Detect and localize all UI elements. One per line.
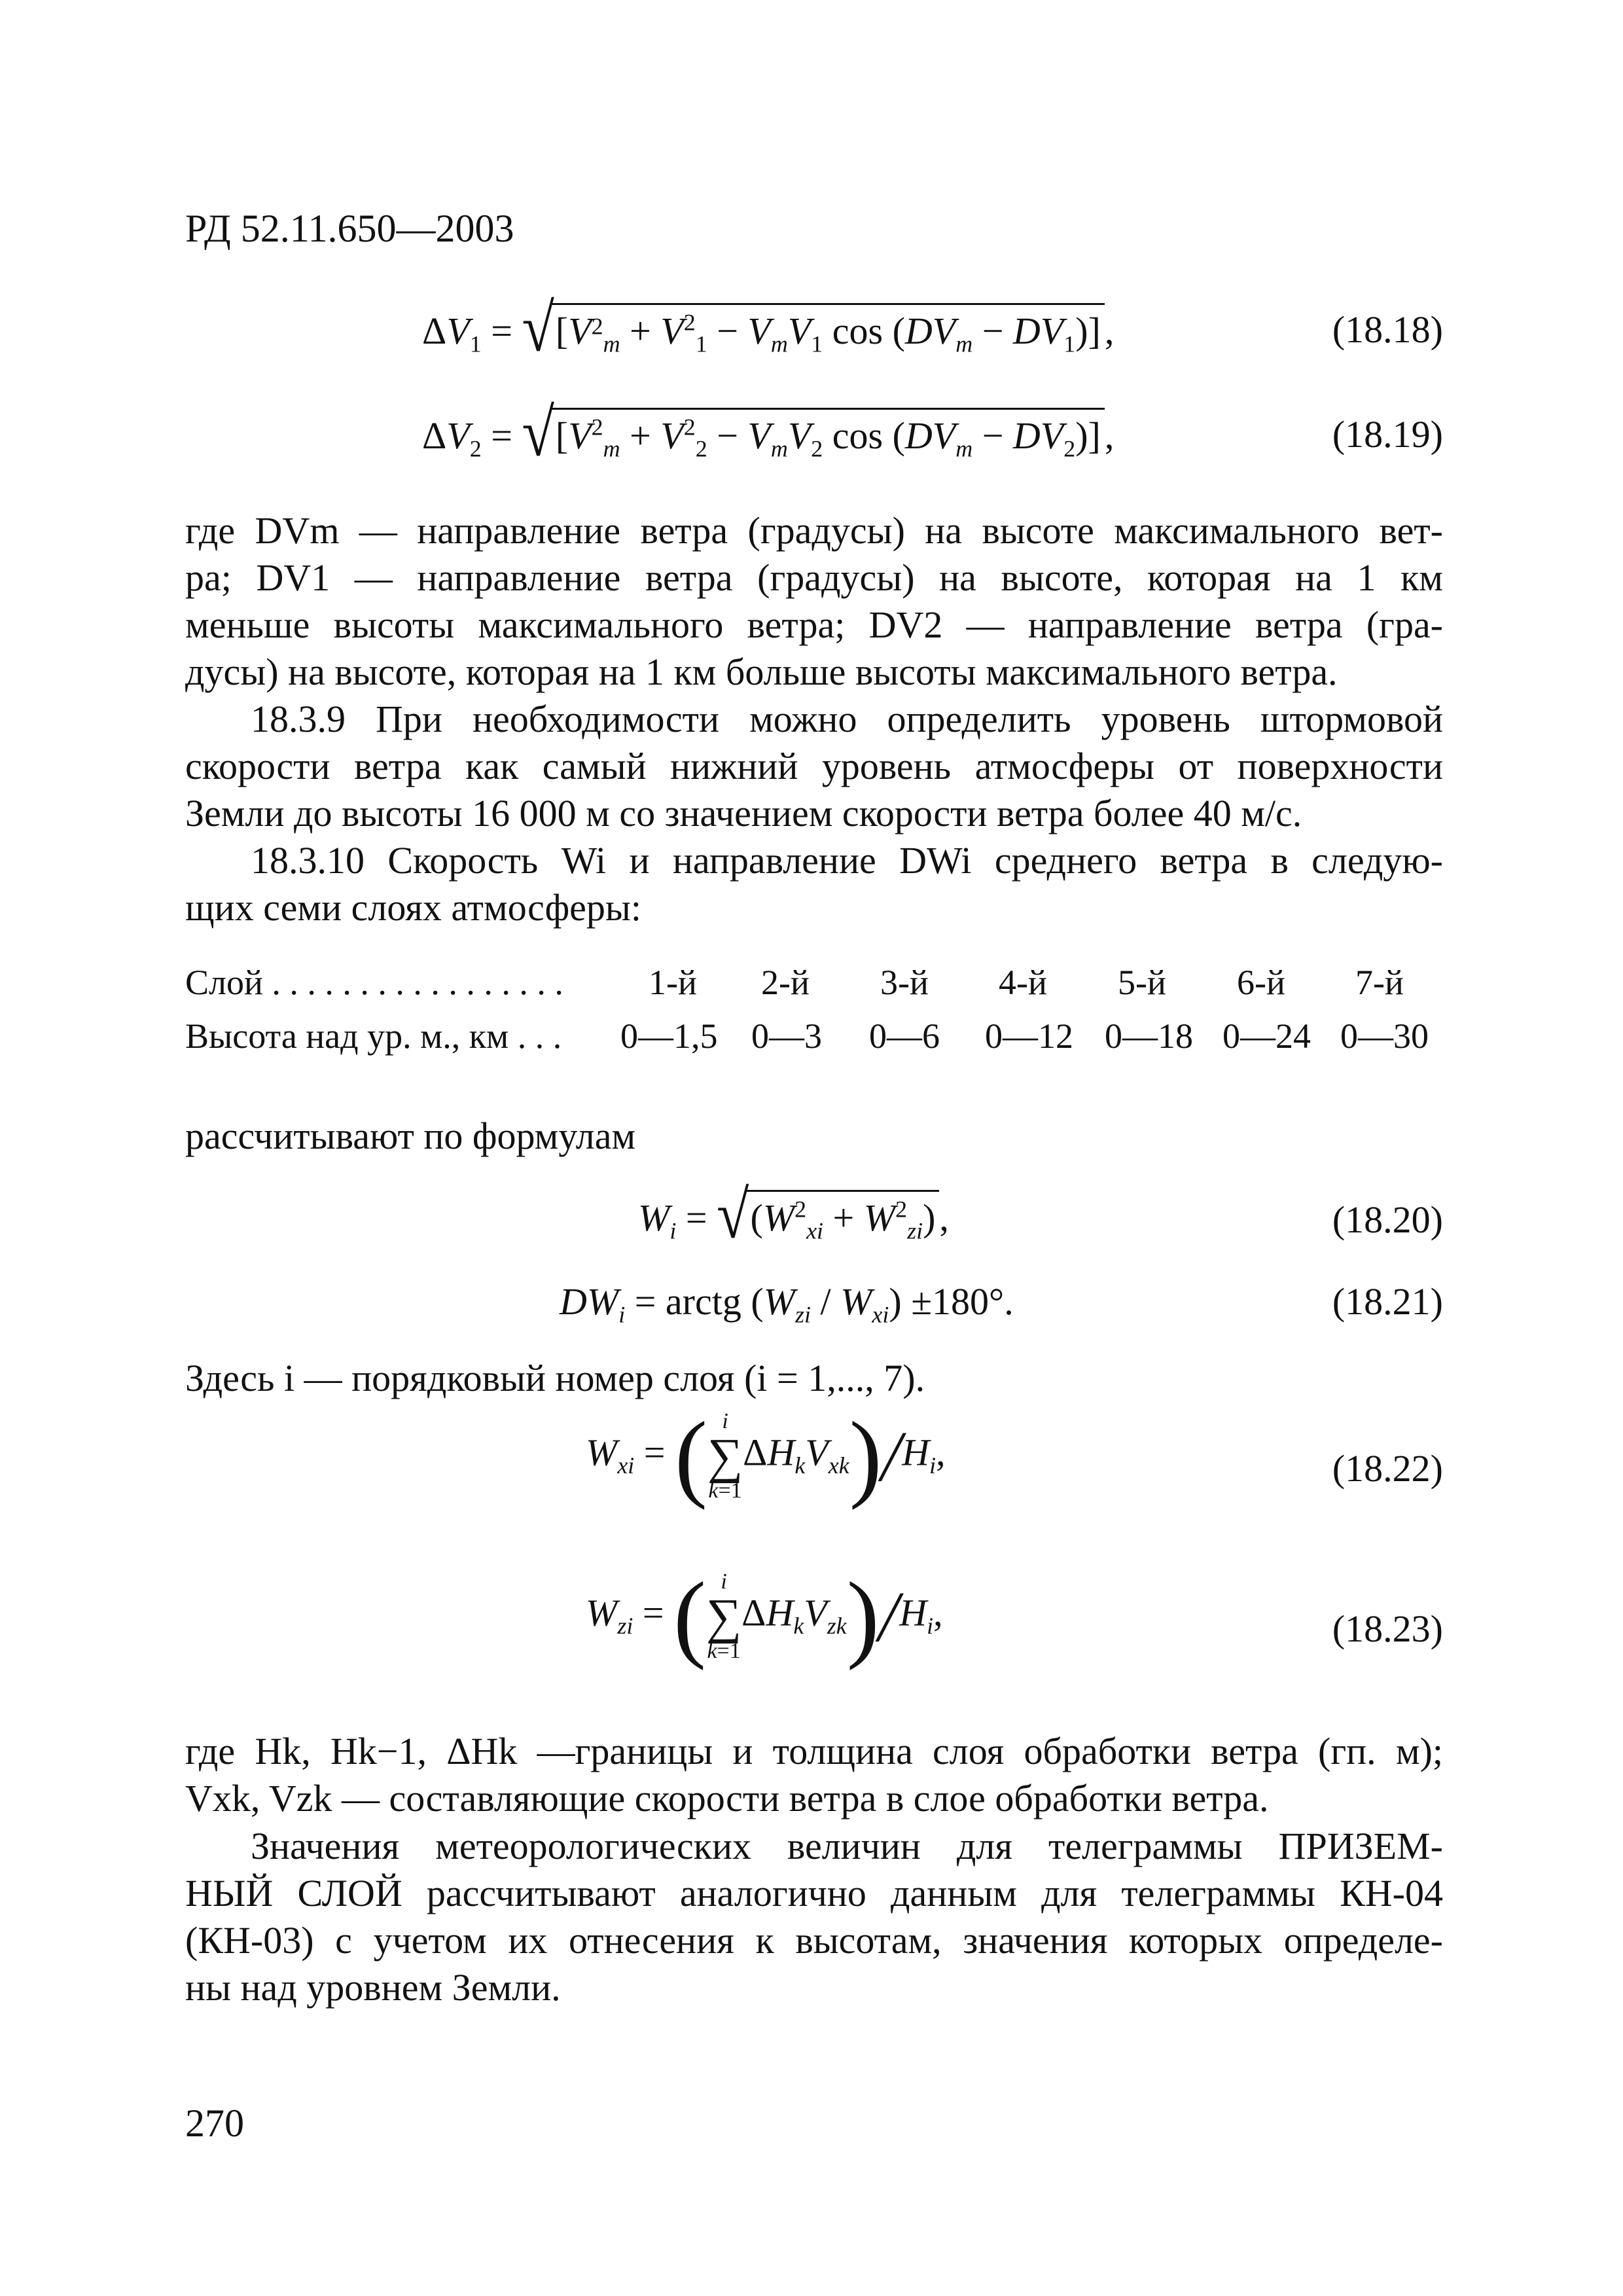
paragraph-18-3-10	[185, 837, 1443, 931]
layer-cell: 4-й	[999, 963, 1047, 1002]
text-line: меньше высоты максимального ветра; DV2 — направление ветра (гра-	[185, 603, 1443, 646]
equation-18-18: $\Delta V_1 = √[V^2_m + V^2_1 - V_mV_1$ $\cos (DV_m - DV_1)$] ,	[422, 291, 1115, 366]
height-cell: 0—6	[869, 1016, 940, 1056]
layer-table	[185, 962, 1443, 1062]
height-cell: 0—18	[1105, 1016, 1193, 1056]
equation-number: (18.18)	[1332, 308, 1443, 351]
paragraph-variable-definitions	[185, 1728, 1443, 1822]
equation-18-20: $W_i = √(W^2_{xi} + W^2_{zi})$ ,	[638, 1177, 949, 1253]
text-line: ны над уровнем Земли.	[185, 1966, 561, 2009]
height-cell: 0—1,5	[620, 1016, 718, 1056]
equation-18-21: $DW_i$ = arctg $(W_{zi} / W_{xi}) \pm 180^\circ$.	[560, 1280, 1014, 1328]
text-line: (КН-03) с учетом их отнесения к высотам, значения которых определе-	[185, 1919, 1443, 1962]
paragraph-formulas-intro	[185, 1113, 1443, 1160]
layer-cell: 5-й	[1118, 963, 1166, 1002]
text-line: Значения метеорологических величин для телеграммы ПРИЗЕМ-	[251, 1825, 1443, 1867]
equation-number: (18.19)	[1332, 413, 1443, 456]
document-code: РД 52.11.650—2003	[185, 207, 514, 250]
text-line: щих семи слоях атмосферы:	[185, 886, 641, 929]
height-cell: 0—12	[985, 1016, 1073, 1056]
text-line: рассчитывают по формулам	[185, 1115, 636, 1157]
layer-cell: 6-й	[1237, 963, 1285, 1002]
text-line: ра; DV1 — направление ветра (градусы) на высоте, которая на 1 км	[185, 556, 1443, 599]
text-line: скорости ветра как самый нижний уровень атмосферы от поверхности	[185, 745, 1443, 787]
text-line: Здесь i — порядковый номер слоя (i = 1,..., 7).	[185, 1357, 925, 1399]
height-row	[185, 1016, 1443, 1062]
layer-row	[185, 962, 1443, 1008]
layer-row-label: Слой . . . . . . . . . . . . . . . . .	[185, 963, 563, 1002]
equation-number: (18.23)	[1332, 1607, 1443, 1650]
equation-number: (18.20)	[1332, 1198, 1443, 1241]
paragraph-layer-index	[185, 1355, 1443, 1402]
text-line: Земли до высоты 16 000 м со значением скорости ветра более 40 м/с.	[185, 792, 1302, 834]
text-line: 18.3.9 При необходимости можно определить уровень штормовой	[251, 698, 1443, 740]
equation-number: (18.21)	[1332, 1280, 1443, 1323]
text-line: где DVm — направление ветра (градусы) на высоте максимального вет-	[185, 509, 1443, 552]
layer-cell: 3-й	[880, 963, 929, 1002]
text-line: дусы) на высоте, которая на 1 км больше высоты максимального ветра.	[185, 651, 1338, 693]
equation-18-19: $\Delta V_2 = √[V^2_m + V^2_2 - V_mV_2$ $\cos (DV_m - DV_2)$] ,	[422, 395, 1115, 471]
layer-cell: 7-й	[1355, 963, 1404, 1002]
layer-cell: 2-й	[761, 963, 810, 1002]
text-line: 18.3.10 Скорость Wi и направление DWi среднего ветра в следую-	[251, 839, 1443, 882]
paragraph-wind-definitions	[185, 507, 1443, 696]
height-cell: 0—30	[1340, 1016, 1429, 1056]
text-line: НЫЙ СЛОЙ рассчитывают аналогично данным для телеграммы КН-04	[185, 1872, 1443, 1914]
paragraph-18-3-9	[185, 696, 1443, 837]
paragraph-surface-layer	[185, 1823, 1443, 2011]
height-cell: 0—3	[751, 1016, 822, 1056]
height-cell: 0—24	[1222, 1016, 1311, 1056]
page-number: 270	[185, 2102, 244, 2145]
height-row-label: Высота над ур. м., км . . .	[185, 1016, 562, 1056]
equation-18-23: $W_{zi}$ = ( i ∑ k=1 $\Delta H_kV_{zk})/H_i$,	[586, 1562, 943, 1671]
text-line: Vxk, Vzk — составляющие скорости ветра в слое обработки ветра.	[185, 1777, 1269, 1820]
equation-18-22: $W_{xi}$ = ( i ∑ k=1 $\Delta H_kV_{xk})/H_i$,	[586, 1402, 946, 1511]
text-line: где Hk, Hk−1, ΔHk —границы и толщина слоя обработки ветра (гп. м);	[185, 1730, 1443, 1772]
layer-cell: 1-й	[649, 963, 697, 1002]
equation-number: (18.22)	[1332, 1447, 1443, 1490]
